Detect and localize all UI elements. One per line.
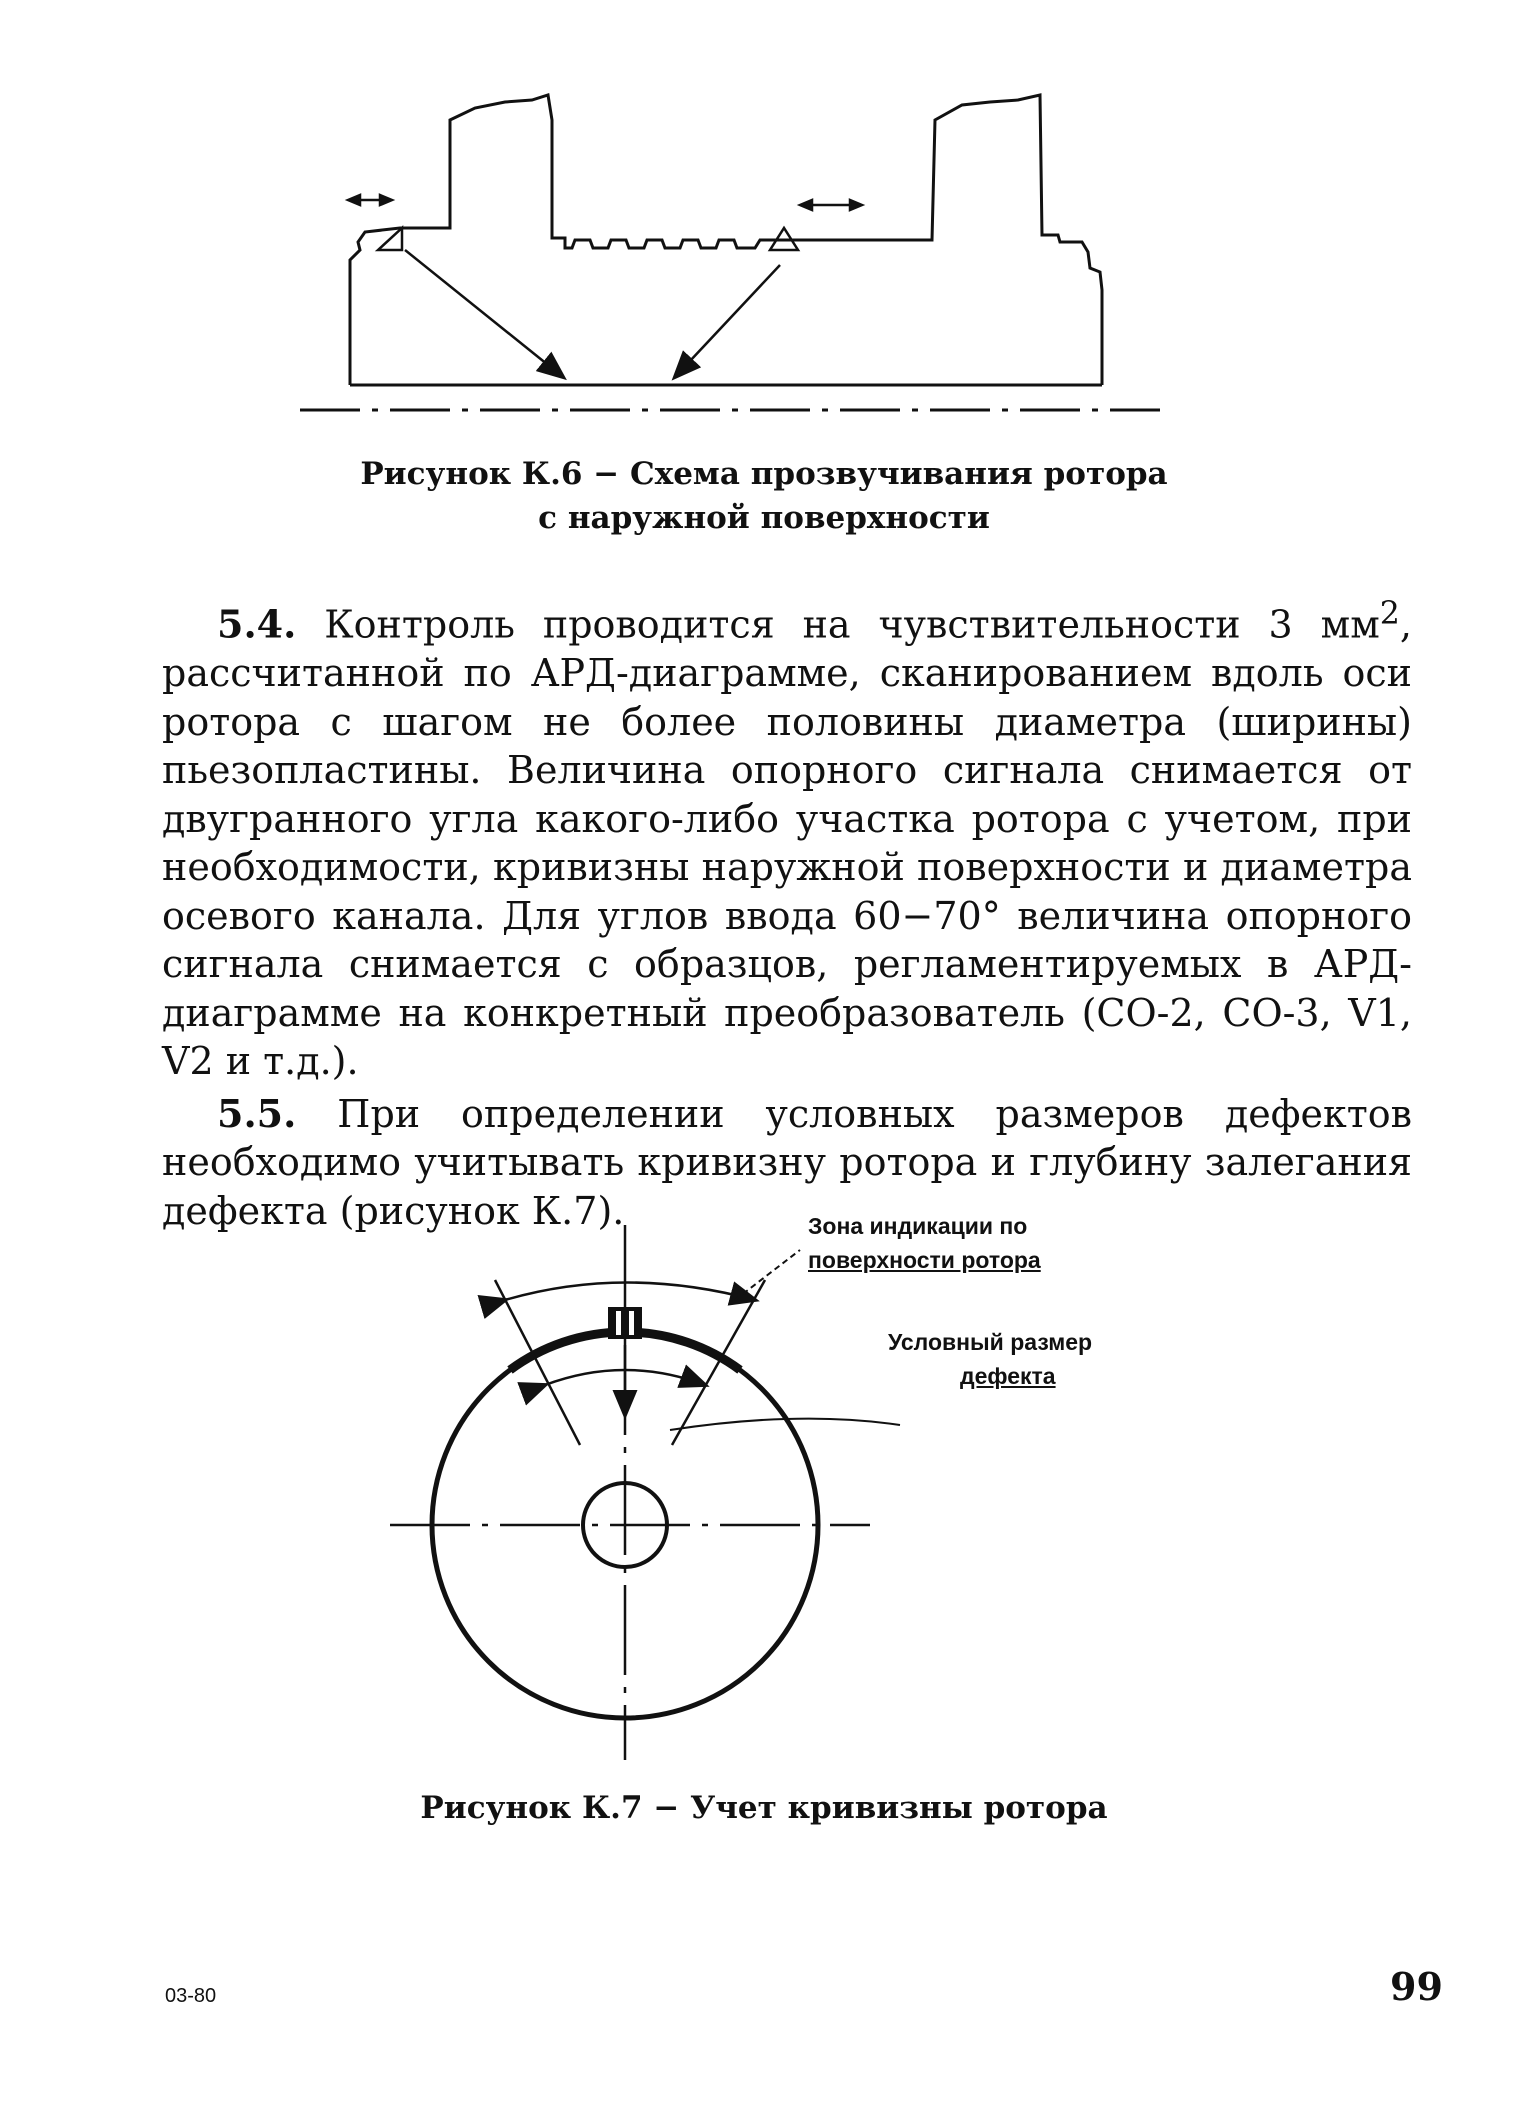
paragraph-number: 5.4. xyxy=(217,601,297,647)
label-defect-size-line1: Условный размер xyxy=(888,1329,1093,1355)
figure-k6-caption-line2: с наружной поверхности xyxy=(538,500,990,536)
leader-zone xyxy=(735,1250,800,1300)
figure-k6-diagram xyxy=(290,90,1170,430)
label-indication-zone-line2: поверхности ротора xyxy=(808,1247,1041,1273)
paragraph-text: При определении условных размеров дефектов необходимо учитывать кривизну ротора и глубину залегания дефекта (рисунок К.7). xyxy=(162,1091,1412,1233)
paragraph-number: 5.5. xyxy=(217,1090,297,1136)
defect-mark xyxy=(608,1307,642,1339)
figure-k6-caption-line1: Рисунок К.6 − Схема прозвучивания ротора xyxy=(360,456,1168,492)
paragraph-text: Контроль проводится на чувствительности 3 мм xyxy=(296,602,1380,647)
paragraph-5-4 xyxy=(162,590,1412,1086)
figure-k7-caption: Рисунок К.7 − Учет кривизны ротора xyxy=(420,1790,1108,1826)
superscript: 2 xyxy=(1379,596,1400,632)
body-text xyxy=(162,590,1412,1235)
page-number: 99 xyxy=(1390,1964,1443,2009)
label-defect-size-line2: дефекта xyxy=(960,1363,1056,1389)
label-indication-zone-line1: Зона индикации по xyxy=(808,1213,1028,1239)
paragraph-text: , рассчитанной по АРД-диаграмме, сканированием вдоль оси ротора с шагом не более половины диаметра (ширины) пьезопластины. Величина опорного сигнала снимается от двугранного угла какого-либо участка ротора с учетом, при необходимости, кривизны наружной поверхности и диаметра осевого канала. Для углов ввода 60−70° величина опорного сигнала снимается с образцов, регламентируемых в АРД-диаграмме на конкретный преобразователь (СО-2, СО-3, V1, V2 и т.д.). xyxy=(162,602,1412,1084)
paragraph-5-5 xyxy=(162,1090,1412,1236)
rotor-outline xyxy=(350,95,1102,385)
beam-line-left xyxy=(495,1280,580,1445)
outer-dimension-arc xyxy=(505,1283,755,1301)
beam-left xyxy=(405,250,563,377)
beam-right xyxy=(675,265,780,377)
footer-code: 03-80 xyxy=(165,1985,217,2007)
figure-k7-diagram xyxy=(380,1215,1160,1775)
